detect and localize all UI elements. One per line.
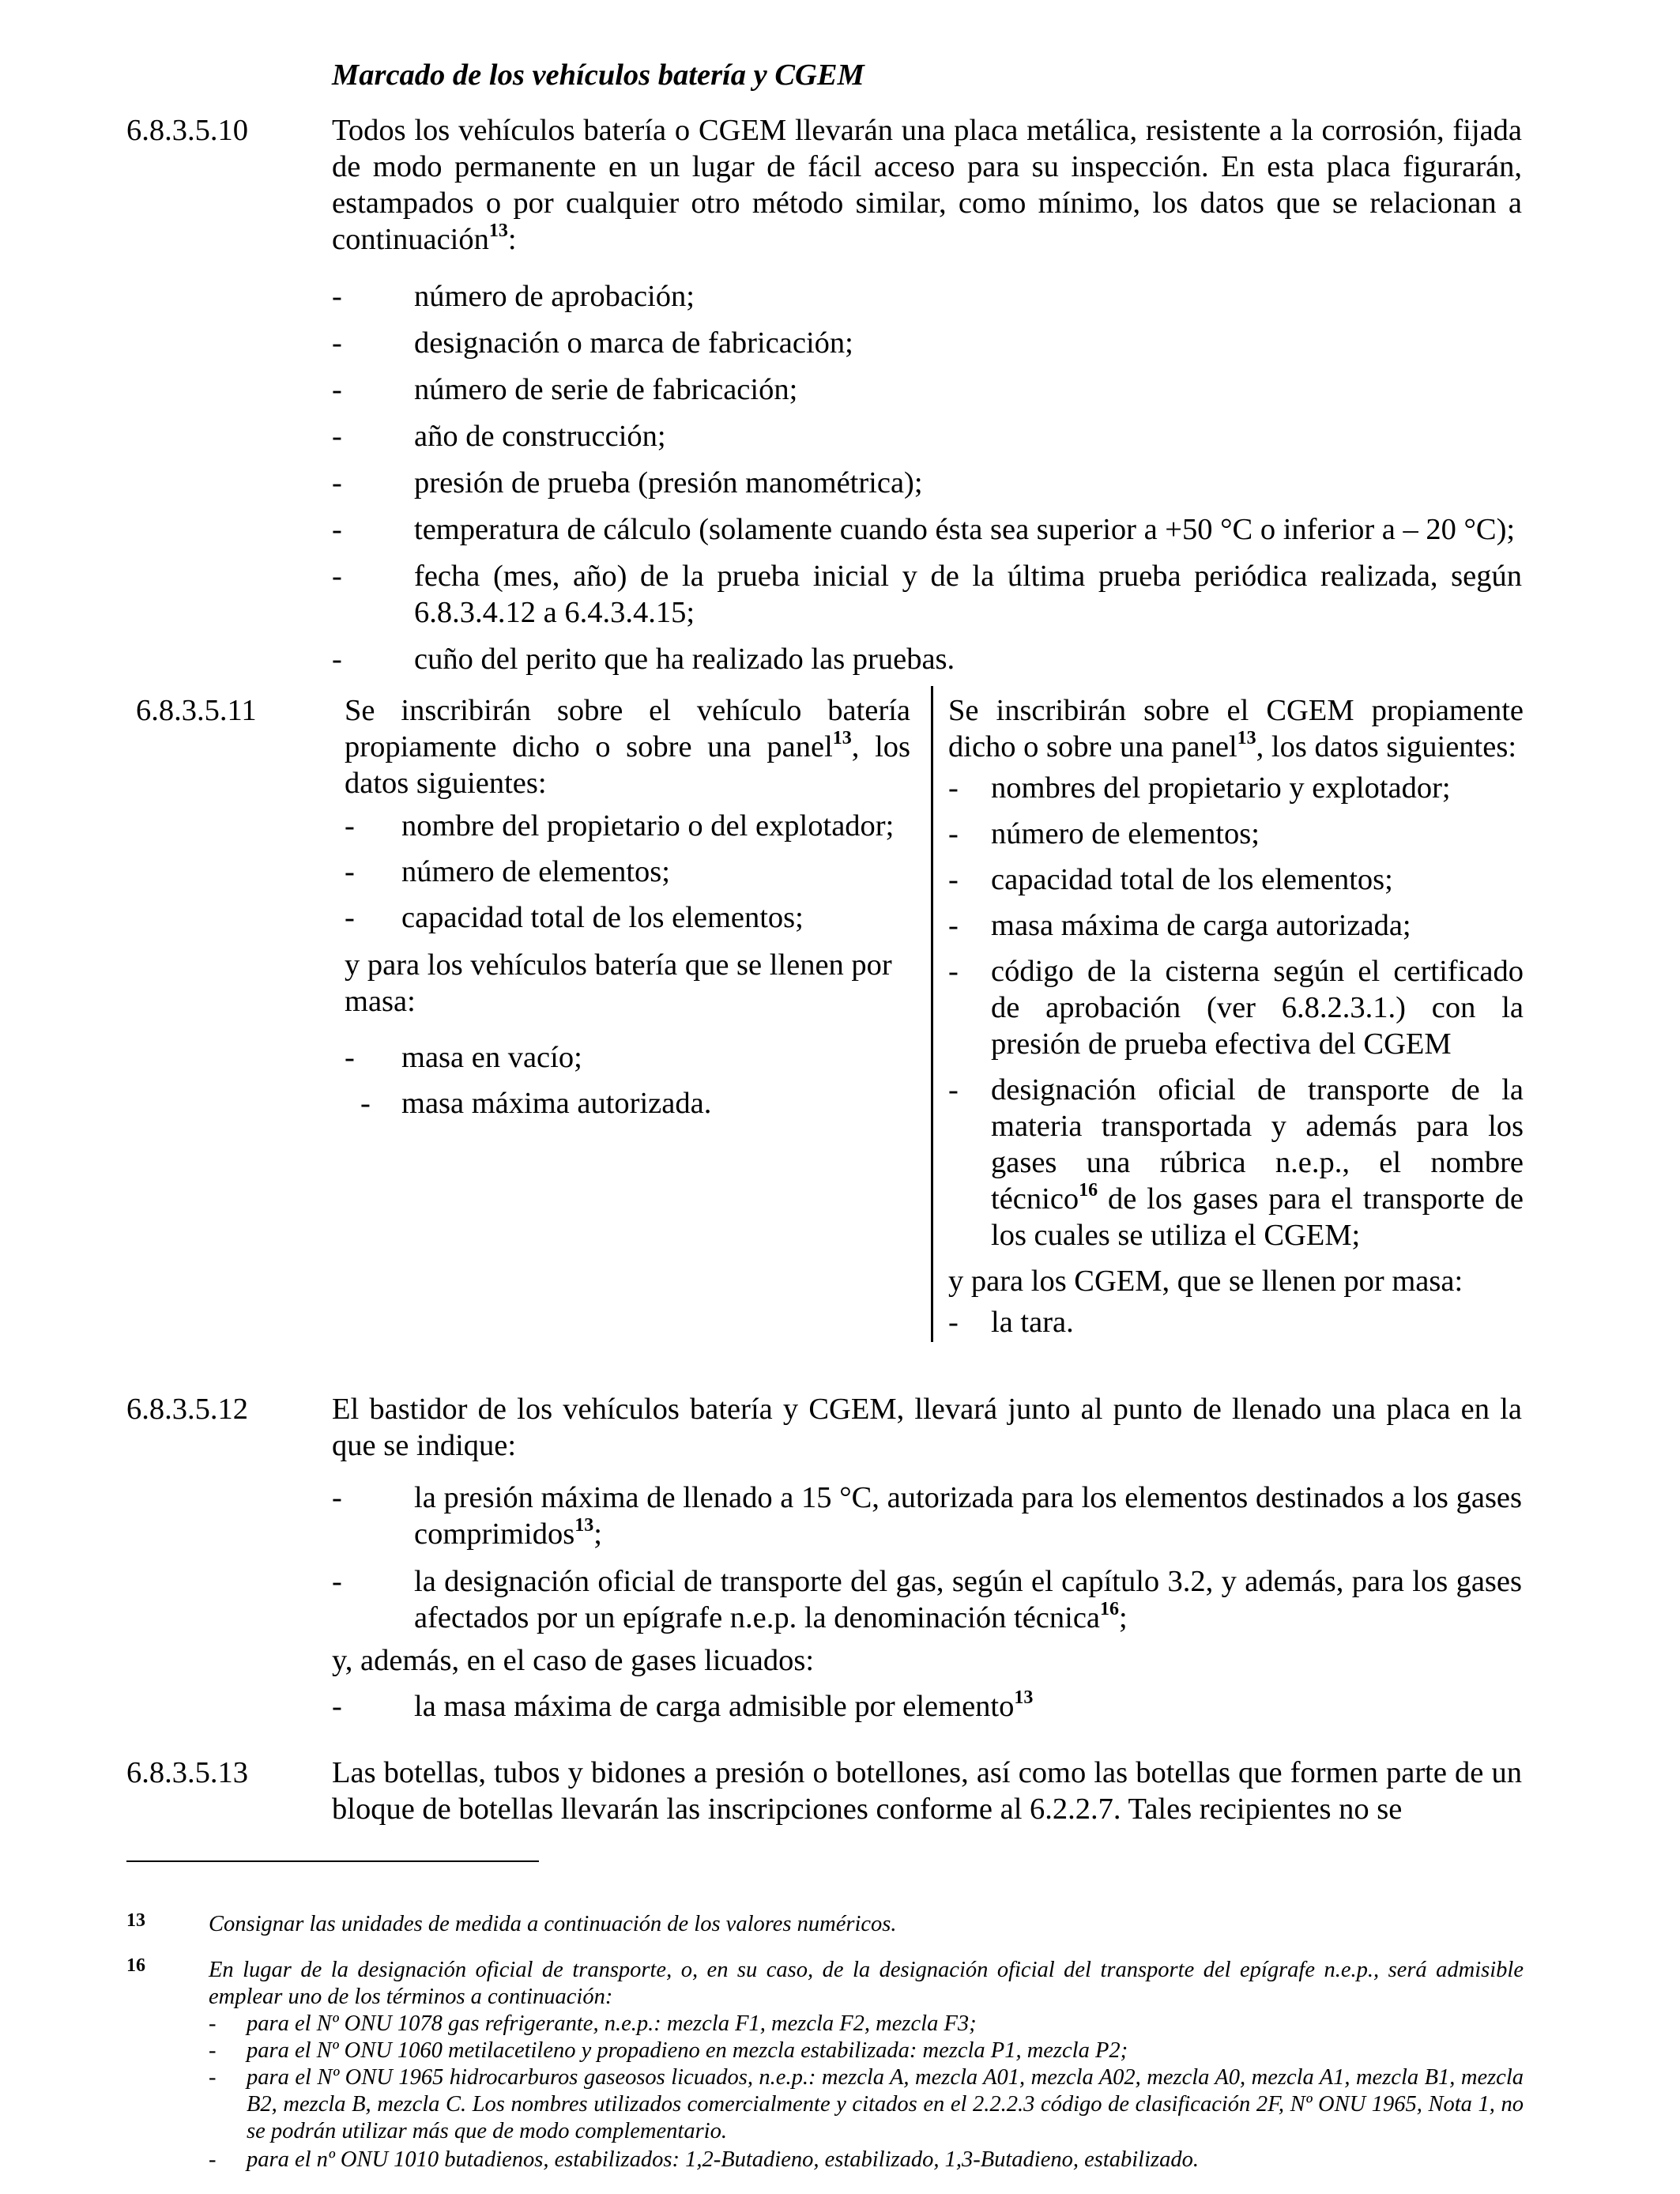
footnote-separator <box>126 1860 539 1862</box>
footnote-ref-16: 16 <box>1079 1180 1098 1201</box>
list-item: - la designación oficial de transporte del gas, según el capítulo 3.2, y además, para los gases afectados por un epígrafe n.e.p. la denominación técnica$^{16}$; <box>332 1565 1522 1634</box>
list-item: - año de construcción; <box>332 420 666 453</box>
section-11-right-mid: y para los CGEM, que se llenen por masa: <box>948 1265 1463 1298</box>
section-11-right-list <box>948 770 1524 1265</box>
section-11-left-list-2 <box>345 1039 910 1131</box>
list-item: - temperatura de cálculo (solamente cuando ésta sea superior a +50 °C o inferior a – 20 °C); <box>332 513 1516 546</box>
section-11-right-list-2 <box>948 1304 1524 1344</box>
section-number-13: 6.8.3.5.13 <box>126 1756 248 1789</box>
section-12-list <box>332 1480 1522 1642</box>
section-heading: Marcado de los vehículos batería y CGEM <box>332 58 864 92</box>
footnote-13-text: Consignar las unidades de medida a continuación de los valores numéricos. <box>209 1912 897 1936</box>
list-item: - número de serie de fabricación; <box>332 373 798 406</box>
section-12-mid: y, además, en el caso de gases licuados: <box>332 1644 815 1677</box>
list-item: - nombre del propietario o del explotador; <box>345 809 895 843</box>
list-item: - masa en vacío; <box>345 1041 582 1074</box>
list-item: - código de la cisterna según el certificado de aprobación (ver 6.8.2.3.1.) con la presión de prueba efectiva del CGEM <box>948 955 1524 1061</box>
section-number-11: 6.8.3.5.11 <box>136 694 257 727</box>
section-number-10: 6.8.3.5.10 <box>126 114 248 147</box>
footnote-16-text: En lugar de la designación oficial de transporte, o, en su caso, de la designación oficial del transporte del epígrafe n.e.p., será admisible emplear uno de los términos a continuación: <box>209 1958 1524 2009</box>
section-11-right-intro: Se inscribirán sobre el CGEM propiamente dicho o sobre una panel$^{13}$, los datos siguientes: <box>948 694 1524 763</box>
section-12-list-2 <box>332 1688 1522 1728</box>
list-item: - masa máxima de carga autorizada; <box>948 909 1411 942</box>
footnote-ref-16: 16 <box>1100 1599 1119 1619</box>
list-item: - nombres del propietario y explotador; <box>948 771 1451 805</box>
footnote-number-16: 16 <box>126 1955 145 1976</box>
footnote-number-13: 13 <box>126 1910 145 1931</box>
list-item: - presión de prueba (presión manométrica); <box>332 466 923 499</box>
section-11-left-intro: Se inscribirán sobre el vehículo batería propiamente dicho o sobre una panel$^{13}$, los datos siguientes: <box>345 694 910 800</box>
list-item: - fecha (mes, año) de la prueba inicial y de la última prueba periódica realizada, según 6.8.3.4.12 a 6.4.3.4.15; <box>332 560 1522 629</box>
footnote-ref-13: 13 <box>832 728 852 748</box>
list-item: - designación o marca de fabricación; <box>332 326 853 360</box>
list-item: - designación oficial de transporte de la materia transportada y además para los gases una rúbrica n.e.p., el nombre técnico$^{16}$ de los gases para el transporte de los cuales se utiliza el CGEM; <box>948 1073 1524 1252</box>
section-13-text: Las botellas, tubos y bidones a presión o botellones, así como las botellas que formen parte de un bloque de botellas llevarán las inscripciones conforme al 6.2.2.7. Tales recipientes no se <box>332 1756 1522 1826</box>
list-item: - para el Nº ONU 1965 hidrocarburos gaseosos licuados, n.e.p.: mezcla A, mezcla A01, mezcla A02, mezcla A0, mezcla A1, mezcla B1, mezcla B2, mezcla B, mezcla C. Los nombres utilizados comercialmente y citados en el 2.2.2.3 código de clasificación 2F, Nº ONU 1965, Nota 1, no se podrán utilizar más que de modo complementario. <box>209 2065 1524 2143</box>
list-item: - capacidad total de los elementos; <box>948 863 1393 896</box>
footnote-ref-13: 13 <box>1237 728 1256 748</box>
list-item: - capacidad total de los elementos; <box>345 901 804 934</box>
section-10-list <box>332 278 1522 680</box>
list-item: - la tara. <box>948 1306 1074 1339</box>
list-item: - masa máxima autorizada. <box>360 1087 712 1120</box>
section-10-body: Todos los vehículos batería o CGEM llevarán una placa metálica, resistente a la corrosión, fijada de modo permanente en un lugar de fácil acceso para su inspección. En esta placa figurarán, estampados o por cualquier otro método similar, como mínimo, los datos que se relacionan a continuación <box>332 114 1522 256</box>
list-item: - número de elementos; <box>345 855 670 888</box>
list-item: - para el nº ONU 1010 butadienos, estabilizados: 1,2-Butadieno, estabilizado, 1,3-Butadieno, estabilizado. <box>209 2147 1199 2172</box>
column-divider <box>931 686 933 1342</box>
list-item: - número de aprobación; <box>332 280 695 313</box>
section-12-text: El bastidor de los vehículos batería y CGEM, llevará junto al punto de llenado una placa en la que se indique: <box>332 1393 1522 1462</box>
footnote-16-list <box>209 2011 1524 2173</box>
list-item: - número de elementos; <box>948 817 1260 850</box>
footnote-ref-13: 13 <box>574 1515 594 1536</box>
list-item: - cuño del perito que ha realizado las pruebas. <box>332 643 955 676</box>
section-11-left-mid: y para los vehículos batería que se llenen por masa: <box>345 948 892 1018</box>
footnote-ref-13: 13 <box>1014 1687 1034 1708</box>
list-item: - para el Nº ONU 1060 metilacetileno y propadieno en mezcla estabilizada: mezcla P1, mezcla P2; <box>209 2038 1128 2063</box>
section-10-tail: : <box>507 223 517 256</box>
list-item: - la masa máxima de carga admisible por elemento$^{13}$ <box>332 1687 1034 1723</box>
section-number-12: 6.8.3.5.12 <box>126 1393 248 1426</box>
list-item: - para el Nº ONU 1078 gas refrigerante, n.e.p.: mezcla F1, mezcla F2, mezcla F3; <box>209 2011 977 2036</box>
section-10-text <box>332 112 1522 258</box>
footnote-ref-13: 13 <box>488 221 508 241</box>
section-11-left-list <box>345 808 910 945</box>
list-item: - la presión máxima de llenado a 15 °C, autorizada para los elementos destinados a los gases comprimidos$^{13}$; <box>332 1481 1522 1551</box>
